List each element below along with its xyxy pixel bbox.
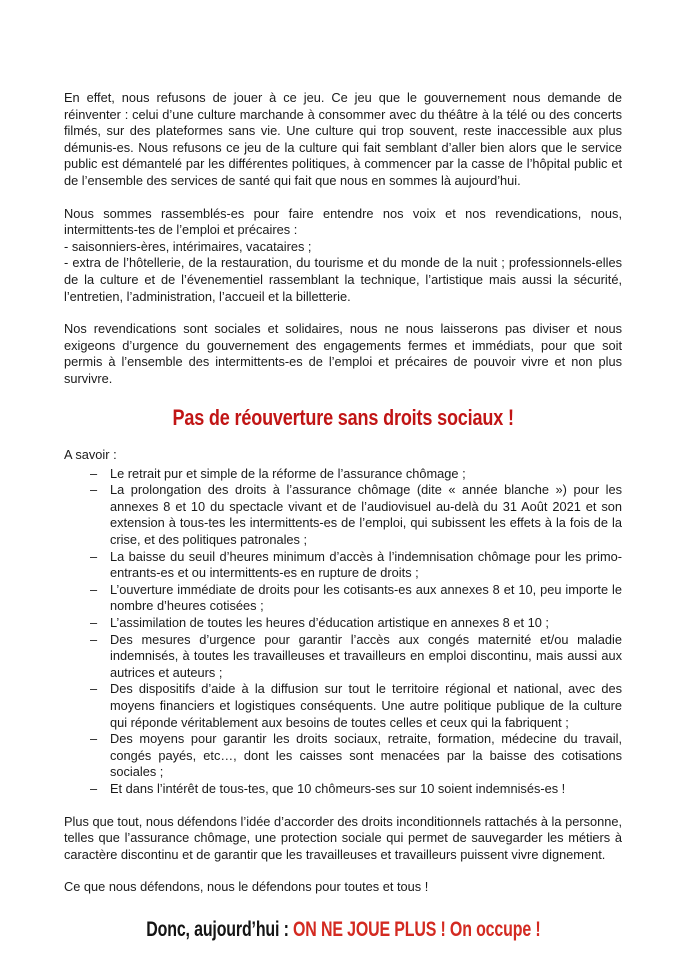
- demand-text: La baisse du seuil d’heures minimum d’accès à l’indemnisation chômage pour les primo-entrants-es et ou intermittents-es en rupture de droits ;: [110, 548, 622, 581]
- paragraph-droits-inconditionnels: Plus que tout, nous défendons l’idée d’accorder des droits inconditionnels rattachés à la personne, telles que l’assurance chômage, une protection sociale qui permet de sauvegarder les métiers à caractère discontinu et de garantir que les travailleuses et travailleurs puissent vivre dignement.: [64, 813, 622, 862]
- paragraph-revendications: Nos revendications sont sociales et solidaires, nous ne nous laisserons pas diviser et nous exigeons d’urgence du gouvernement des engagements fermes et immédiats, pour que soit permis à l’ensemble des intermittents-es de l’emploi et précaires de pouvoir vivre et non plus survivre.: [64, 321, 622, 386]
- demand-item: [90, 482, 622, 548]
- paragraph-pour-toutes-et-tous: Ce que nous défendons, nous le défendons pour toutes et tous !: [64, 879, 429, 895]
- paragraph-rassembles-item-saisonniers: - saisonniers-ères, intérimaires, vacataires ;: [64, 238, 312, 254]
- demand-text: L’ouverture immédiate de droits pour les cotisants-es aux annexes 8 et 10, peu importe le nombre d’heures cotisées ;: [110, 581, 622, 614]
- demand-item: [90, 781, 622, 798]
- demand-text: Et dans l’intérêt de tous-tes, que 10 chômeurs-ses sur 10 soient indemnisés-es !: [110, 780, 566, 796]
- a-savoir-label: A savoir :: [64, 447, 117, 463]
- demand-item: [90, 615, 622, 632]
- paragraph-rassembles: [64, 206, 622, 306]
- paragraph-intro-refusal: En effet, nous refusons de jouer à ce jeu. Ce jeu que le gouvernement nous demande de réinventer : celui d’une culture marchande à consommer avec du théâtre à la télé ou des concerts filmés, sur des plateformes sans vie. Une culture qui trop souvent, reste inaccessible aux plus démunis-es. Nous refusons ce jeu de la culture qui fait semblant d’aller bien alors que le service public est démantelé par les différentes politiques, à commencer par la casse de l’hôpital public et de l’ensemble des services de santé qui fait que nous en sommes là aujourd’hui.: [64, 90, 622, 188]
- dash-marker: –: [90, 631, 98, 647]
- dash-marker: –: [90, 615, 98, 631]
- red-heading: Pas de réouverture sans droits sociaux !: [172, 404, 514, 430]
- dash-marker: –: [90, 482, 98, 498]
- dash-marker: –: [90, 731, 98, 747]
- demand-item: [90, 582, 622, 615]
- dash-marker: –: [90, 780, 98, 796]
- paragraph-rassembles-intro: Nous sommes rassemblés-es pour faire entendre nos voix et nos revendications, nous, intermittents-tes de l’emploi et précaires :: [64, 205, 622, 238]
- demand-item: [90, 632, 622, 682]
- paragraph-rassembles-item-extra: - extra de l’hôtellerie, de la restauration, du tourisme et du monde de la nuit ; professionnels-elles de la culture et de l’évenementiel rassemblant la technique, l’artistique mais aussi la sécurité, l’entretien, l’administration, l’accueil et la billetterie.: [64, 255, 622, 304]
- demand-text: Des dispositifs d’aide à la diffusion sur tout le territoire régional et national, avec des moyens financiers et logistiques conséquents. Une autre politique publique de la culture qui réponde véritablement aux besoins de toutes celles et ceux qui la fabriquent ;: [110, 681, 622, 730]
- demand-text: La prolongation des droits à l’assurance chômage (dite « année blanche ») pour les annexes 8 et 10 du spectacle vivant et de l’audiovisuel au-delà du 31 Août 2021 et son extension à tous-tes les intermittents-es de l’emploi, qui subissent les effets à la fois de la crise, et des politiques patronales ;: [110, 482, 622, 548]
- demand-item: [90, 681, 622, 731]
- red-heading-container: [64, 404, 622, 430]
- demand-text: Des moyens pour garantir les droits sociaux, retraite, formation, médecine du travail, congés payés, etc…, dont les caisses sont menacées par la baisse des cotisations sociales ;: [110, 731, 622, 780]
- demand-item: [90, 466, 622, 483]
- dash-marker: –: [90, 581, 98, 597]
- demand-text: Des mesures d’urgence pour garantir l’accès aux congés maternité et/ou maladie indemnisés, à toutes les travailleuses et travailleurs en emploi discontinu, mais aussi aux autrices et auteurs ;: [110, 631, 622, 680]
- demands-list: [64, 466, 622, 798]
- dash-marker: –: [90, 465, 98, 481]
- slogan-red-part: ON NE JOUE PLUS ! On occupe !: [292, 917, 541, 941]
- dash-marker: –: [90, 548, 98, 564]
- slogan-text: [145, 917, 541, 941]
- demand-text: L’assimilation de toutes les heures d’éducation artistique en annexes 8 et 10 ;: [110, 615, 549, 631]
- demand-text: Le retrait pur et simple de la réforme de l’assurance chômage ;: [110, 465, 466, 481]
- dash-marker: –: [90, 681, 98, 697]
- slogan-black-part: Donc, aujourd’hui :: [145, 917, 293, 941]
- demand-item: [90, 549, 622, 582]
- slogan-line: [64, 917, 622, 941]
- demand-item: [90, 731, 622, 781]
